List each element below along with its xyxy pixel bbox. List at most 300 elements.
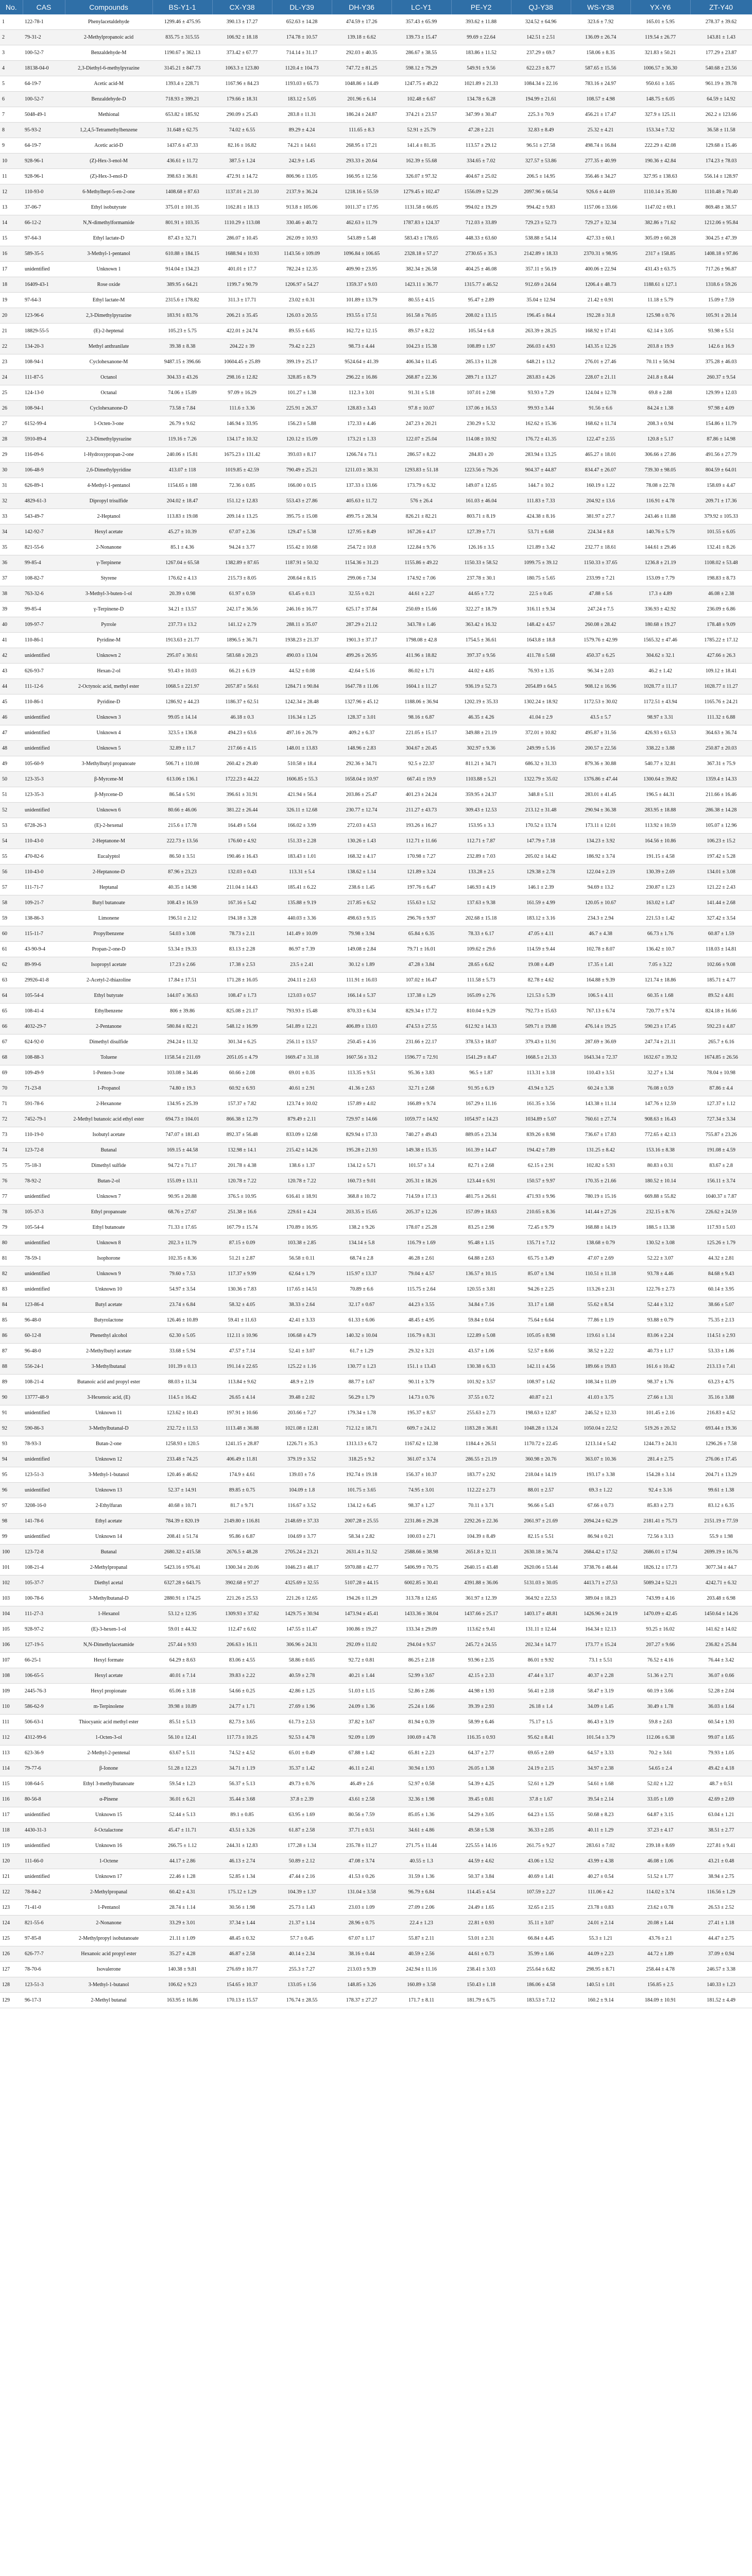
table-cell: 232.89 ± 7.03 — [451, 849, 511, 865]
table-cell: Pyrrole — [65, 617, 152, 633]
table-cell: Unknown 6 — [65, 803, 152, 818]
table-cell: Isophorone — [65, 1251, 152, 1266]
table-cell: γ-Terpinene-D — [65, 602, 152, 617]
table-cell: 58.47 ± 3.19 — [571, 1684, 630, 1699]
table-cell: 499.75 ± 28.34 — [332, 509, 391, 524]
table-cell: 81 — [0, 1251, 23, 1266]
table-cell: 784.39 ± 820.19 — [152, 1514, 212, 1529]
table-cell: 233.99 ± 7.21 — [571, 571, 630, 586]
table-cell: 1423.11 ± 36.77 — [391, 277, 451, 293]
table-cell: 201.78 ± 4.38 — [212, 1158, 272, 1174]
table-cell: 117.93 ± 5.03 — [690, 1220, 752, 1235]
table-cell: 60-12-8 — [23, 1328, 65, 1344]
table-cell: 994.02 ± 19.29 — [451, 200, 511, 215]
table-cell: 8 — [0, 123, 23, 138]
table-cell: 693.44 ± 19.36 — [690, 1421, 752, 1436]
table-cell: 173.77 ± 15.24 — [571, 1637, 630, 1653]
table-cell: 326.11 ± 12.68 — [272, 803, 332, 818]
table-cell: 330.46 ± 40.72 — [272, 215, 332, 231]
table-cell: 824.18 ± 16.66 — [690, 1004, 752, 1019]
table-row — [0, 710, 752, 725]
table-cell: 240.06 ± 15.81 — [152, 447, 212, 463]
table-cell: 368.8 ± 10.72 — [332, 1189, 391, 1205]
table-cell: 123-35-3 — [23, 772, 65, 787]
table-cell: 155.63 ± 1.52 — [391, 895, 451, 911]
table-cell: 93.98 ± 5.51 — [690, 324, 752, 339]
table-cell: 5131.03 ± 30.05 — [511, 1575, 571, 1591]
table-cell: 193.17 ± 3.38 — [571, 1467, 630, 1483]
table-cell: 30 — [0, 463, 23, 478]
table-cell: 543-49-7 — [23, 509, 65, 524]
table-cell: 3-Methylbutanal — [65, 1359, 152, 1375]
table-cell: 2-Methylpropanal — [65, 1560, 152, 1575]
table-cell: 174.78 ± 10.57 — [272, 30, 332, 45]
table-cell: 180.68 ± 19.27 — [630, 617, 690, 633]
table-cell: 99.93 ± 3.44 — [511, 401, 571, 416]
table-cell: 509.71 ± 19.88 — [511, 1019, 571, 1035]
table-cell: 44 — [0, 679, 23, 694]
table-cell: 47.08 ± 3.74 — [332, 1854, 391, 1869]
table-cell: 476.14 ± 19.25 — [571, 1019, 630, 1035]
table-cell: 94.24 ± 3.77 — [212, 540, 272, 555]
table-cell: 169.15 ± 44.58 — [152, 1143, 212, 1158]
table-cell: 7 — [0, 107, 23, 123]
table-cell: 64.59 ± 14.92 — [690, 92, 752, 107]
table-cell: 60.19 ± 3.66 — [630, 1684, 690, 1699]
table-cell: 84.24 ± 1.38 — [630, 401, 690, 416]
table-cell: 121.22 ± 2.43 — [690, 880, 752, 895]
table-cell: 23.74 ± 6.84 — [152, 1297, 212, 1313]
table-cell: 133.28 ± 2.5 — [451, 865, 511, 880]
table-cell: 790.49 ± 25.21 — [272, 463, 332, 478]
table-cell: 1-Pentanol — [65, 1900, 152, 1916]
table-cell: 17.84 ± 17.51 — [152, 973, 212, 988]
table-cell: 398.63 ± 36.81 — [152, 169, 212, 184]
table-cell: 153.16 ± 8.38 — [630, 1143, 690, 1158]
table-cell: 63.95 ± 1.69 — [272, 1807, 332, 1823]
table-cell: 36.01 ± 6.21 — [152, 1792, 212, 1807]
table-cell: 224.34 ± 8.8 — [571, 524, 630, 540]
table-cell: 63.45 ± 0.13 — [272, 586, 332, 602]
column-header: QJ-Y38 — [511, 0, 571, 14]
table-cell: 194.42 ± 7.89 — [511, 1143, 571, 1158]
table-cell: 110-86-1 — [23, 633, 65, 648]
table-cell: 188.5 ± 13.38 — [630, 1220, 690, 1235]
table-cell: Thiocyanic acid methyl ester — [65, 1715, 152, 1730]
table-cell: Octanal — [65, 385, 152, 401]
table-cell: 51.36 ± 2.71 — [630, 1668, 690, 1684]
table-cell: 165.09 ± 2.76 — [451, 988, 511, 1004]
table-cell: 44.59 ± 4.62 — [451, 1854, 511, 1869]
table-cell: 5089.24 ± 52.21 — [630, 1575, 690, 1591]
table-cell: 34.61 ± 4.86 — [391, 1823, 451, 1838]
table-cell: 780.19 ± 15.16 — [571, 1189, 630, 1205]
table-cell: 5107.28 ± 44.15 — [332, 1575, 391, 1591]
table-cell: 156.23 ± 5.88 — [272, 416, 332, 432]
table-cell: 96.5 ± 1.87 — [451, 1065, 511, 1081]
table-cell: 3-Methyl-1-butanol — [65, 1467, 152, 1483]
table-cell: 141.44 ± 2.68 — [690, 895, 752, 911]
table-cell: 37.71 ± 0.51 — [332, 1823, 391, 1838]
table-cell: 52.86 ± 2.86 — [391, 1684, 451, 1699]
table-cell: 45.27 ± 10.39 — [152, 524, 212, 540]
table-row — [0, 1359, 752, 1375]
table-cell: 103.38 ± 2.85 — [272, 1235, 332, 1251]
table-cell: 390.13 ± 17.27 — [212, 14, 272, 30]
table-cell: 347.99 ± 30.47 — [451, 107, 511, 123]
table-cell: 60.54 ± 1.93 — [690, 1715, 752, 1730]
table-cell: 97-64-3 — [23, 293, 65, 308]
table-cell: 718.93 ± 399.21 — [152, 92, 212, 107]
table-cell: 89.52 ± 4.81 — [690, 988, 752, 1004]
table-cell: 32 — [0, 494, 23, 509]
table-cell: 236.09 ± 6.86 — [690, 602, 752, 617]
table-cell: 112 — [0, 1730, 23, 1745]
table-cell: 714.59 ± 17.13 — [391, 1189, 451, 1205]
table-cell: 481.75 ± 26.61 — [451, 1189, 511, 1205]
table-cell: 13777-48-9 — [23, 1390, 65, 1405]
table-cell: 92.4 ± 3.16 — [630, 1483, 690, 1498]
table-row — [0, 1081, 752, 1096]
table-cell: 242.94 ± 11.16 — [391, 1962, 451, 1977]
table-cell: unidentified — [23, 741, 65, 756]
table-cell: 92.5 ± 22.37 — [391, 756, 451, 772]
table-cell: 747.72 ± 81.25 — [332, 61, 391, 76]
table-cell: 88.03 ± 11.34 — [152, 1375, 212, 1390]
table-cell: 73.58 ± 7.84 — [152, 401, 212, 416]
table-cell: 406.89 ± 13.03 — [332, 1019, 391, 1035]
table-cell: 266.75 ± 1.12 — [152, 1838, 212, 1854]
table-row — [0, 1050, 752, 1065]
table-cell: 104.39 ± 1.37 — [272, 1885, 332, 1900]
table-cell: 109.12 ± 18.41 — [690, 664, 752, 679]
table-row — [0, 1962, 752, 1977]
table-cell: (E)-2-heptenal — [65, 324, 152, 339]
table-cell: Dimethyl sulfide — [65, 1158, 152, 1174]
table-cell: 1258.93 ± 120.5 — [152, 1436, 212, 1452]
column-header: BS-Y1-1 — [152, 0, 212, 14]
table-cell: 34.97 ± 2.38 — [571, 1761, 630, 1776]
table-cell: 117.37 ± 9.99 — [212, 1266, 272, 1282]
table-cell: 50 — [0, 772, 23, 787]
table-cell: 183.86 ± 11.52 — [451, 45, 511, 61]
table-cell: 95-93-2 — [23, 123, 65, 138]
table-cell: 498.63 ± 9.15 — [332, 911, 391, 926]
table-cell: 821-55-6 — [23, 1916, 65, 1931]
table-cell: 286.67 ± 38.55 — [391, 45, 451, 61]
table-cell: 556-24-1 — [23, 1359, 65, 1375]
table-cell: 543.89 ± 5.48 — [332, 231, 391, 246]
table-cell: 26.65 ± 4.14 — [212, 1390, 272, 1405]
table-cell: 99-85-4 — [23, 602, 65, 617]
table-cell: 285.13 ± 11.28 — [451, 354, 511, 370]
table-cell: 1120.4 ± 104.73 — [272, 61, 332, 76]
table-cell: 839.26 ± 8.98 — [511, 1127, 571, 1143]
table-cell: 112.47 ± 6.02 — [212, 1622, 272, 1637]
table-cell: 186.06 ± 4.58 — [511, 1977, 571, 1993]
table-cell: 2-Heptanone-M — [65, 834, 152, 849]
table-cell: 375.28 ± 46.03 — [690, 354, 752, 370]
table-cell: 105.91 ± 20.14 — [690, 308, 752, 324]
table-cell: 44.52 ± 0.08 — [272, 664, 332, 679]
table-cell: 1021.08 ± 12.81 — [272, 1421, 332, 1436]
table-cell: 91.56 ± 6.6 — [571, 401, 630, 416]
table-cell: 161.58 ± 76.05 — [391, 308, 451, 324]
table-cell: 1658.04 ± 10.97 — [332, 772, 391, 787]
table-cell: 129 — [0, 1993, 23, 2008]
table-cell: 231.66 ± 22.17 — [391, 1035, 451, 1050]
table-cell: 42.64 ± 5.16 — [332, 664, 391, 679]
table-cell: 206.21 ± 35.45 — [212, 308, 272, 324]
table-cell: 193.55 ± 17.51 — [332, 308, 391, 324]
table-cell: 99.07 ± 1.65 — [690, 1730, 752, 1745]
table-cell: 138.6 ± 1.37 — [272, 1158, 332, 1174]
table-cell: 5048-49-1 — [23, 107, 65, 123]
table-cell: 717.26 ± 96.87 — [690, 262, 752, 277]
table-cell: 409.90 ± 23.95 — [332, 262, 391, 277]
table-cell: 22 — [0, 339, 23, 354]
table-cell: 519.26 ± 20.52 — [630, 1421, 690, 1436]
table-cell: 1187.91 ± 50.32 — [272, 555, 332, 571]
table-row — [0, 1776, 752, 1792]
table-cell: 83.25 ± 2.98 — [451, 1220, 511, 1235]
table-cell: 69.3 ± 1.22 — [571, 1483, 630, 1498]
table-cell: 108.97 ± 1.62 — [511, 1375, 571, 1390]
table-cell: 474.53 ± 27.55 — [391, 1019, 451, 1035]
table-cell: 35.16 ± 3.88 — [690, 1390, 752, 1405]
table-cell: 92.53 ± 4.78 — [272, 1730, 332, 1745]
table-cell: 215.73 ± 8.05 — [212, 571, 272, 586]
table-cell: Ethyl acetate — [65, 1514, 152, 1529]
table-cell: 191.14 ± 22.65 — [212, 1359, 272, 1375]
table-cell: 361.97 ± 12.39 — [451, 1591, 511, 1606]
table-cell: 105.54 ± 6.8 — [451, 324, 511, 339]
table-cell: 1170.72 ± 22.45 — [511, 1436, 571, 1452]
table-cell: 155.09 ± 13.11 — [152, 1174, 212, 1189]
table-cell: 140.38 ± 9.81 — [152, 1962, 212, 1977]
table-cell: 83 — [0, 1282, 23, 1297]
table-cell: 289.71 ± 13.27 — [451, 370, 511, 385]
table-cell: 205.31 ± 18.26 — [391, 1174, 451, 1189]
table-cell: 162.72 ± 12.15 — [332, 324, 391, 339]
table-cell: Unknown 10 — [65, 1282, 152, 1297]
table-row — [0, 1529, 752, 1545]
table-cell: 1244.73 ± 24.31 — [630, 1436, 690, 1452]
table-cell: 2445-76-3 — [23, 1684, 65, 1699]
table-cell: 128.37 ± 3.01 — [332, 710, 391, 725]
table-cell: 221.26 ± 12.65 — [272, 1591, 332, 1606]
table-cell: Unknown 14 — [65, 1529, 152, 1545]
table-cell: 1437.66 ± 25.17 — [451, 1606, 511, 1622]
table-cell: 2094.24 ± 62.29 — [571, 1514, 630, 1529]
table-cell: 65.01 ± 0.49 — [272, 1745, 332, 1761]
table-cell: 38.94 ± 2.75 — [690, 1869, 752, 1885]
table-cell: 176.62 ± 4.13 — [152, 571, 212, 586]
table-cell: 87.86 ± 4.4 — [690, 1081, 752, 1096]
table-cell: 102.35 ± 8.36 — [152, 1251, 212, 1266]
table-cell: 1403.17 ± 48.81 — [511, 1606, 571, 1622]
table-cell: 950.61 ± 3.65 — [630, 76, 690, 92]
table-cell: 198.63 ± 12.87 — [511, 1405, 571, 1421]
table-cell: 743.99 ± 4.16 — [630, 1591, 690, 1606]
table-cell: 29926-41-8 — [23, 973, 65, 988]
table-cell: Unknown 13 — [65, 1483, 152, 1498]
table-cell: 114.45 ± 4.54 — [451, 1885, 511, 1900]
table-cell: 65.06 ± 3.18 — [152, 1684, 212, 1699]
table-cell: 111.06 ± 4.2 — [571, 1885, 630, 1900]
table-cell: 249.99 ± 5.16 — [511, 741, 571, 756]
table-cell: 209.14 ± 13.25 — [212, 509, 272, 524]
table-row — [0, 308, 752, 324]
table-cell: 379.92 ± 105.33 — [690, 509, 752, 524]
table-cell: 1426.96 ± 24.19 — [571, 1606, 630, 1622]
table-cell: 128 — [0, 1977, 23, 1993]
table-cell: 14 — [0, 215, 23, 231]
table-cell: 108.57 ± 4.98 — [571, 92, 630, 107]
table-cell: 2,3-Diethyl-6-methylpyrazine — [65, 61, 152, 76]
table-cell: 1068.5 ± 221.97 — [152, 679, 212, 694]
table-cell: 241.8 ± 8.44 — [630, 370, 690, 385]
table-cell: 51.03 ± 1.15 — [332, 1684, 391, 1699]
table-cell: 190.46 ± 16.43 — [212, 849, 272, 865]
table-cell: 62.15 ± 2.91 — [511, 1158, 571, 1174]
table-cell: 309.43 ± 12.53 — [451, 803, 511, 818]
table-cell: 440.03 ± 3.36 — [272, 911, 332, 926]
table-cell: 356.46 ± 34.27 — [571, 169, 630, 184]
table-row — [0, 617, 752, 633]
table-cell: 405.63 ± 11.72 — [332, 494, 391, 509]
table-cell: 96.79 ± 6.84 — [391, 1885, 451, 1900]
table-cell: 78.73 ± 2.11 — [212, 926, 272, 942]
table-cell: 7.05 ± 3.22 — [630, 957, 690, 973]
table-cell: 57.7 ± 0.45 — [272, 1931, 332, 1946]
table-cell: 667.41 ± 19.9 — [391, 772, 451, 787]
table-cell: 168.88 ± 14.19 — [571, 1220, 630, 1235]
table-cell: 34.09 ± 1.45 — [571, 1699, 630, 1715]
table-cell: 32.27 ± 1.34 — [630, 1065, 690, 1081]
table-cell: 122.07 ± 25.04 — [391, 432, 451, 447]
table-cell: 305.09 ± 60.28 — [630, 231, 690, 246]
table-cell: (Z)-Hex-3-enol-M — [65, 154, 152, 169]
table-cell: 101.75 ± 3.65 — [332, 1483, 391, 1498]
table-cell: Methyl anthranilate — [65, 339, 152, 354]
table-cell: 138.2 ± 9.26 — [332, 1220, 391, 1235]
table-cell: 323.5 ± 136.8 — [152, 725, 212, 741]
table-cell: 56.37 ± 5.13 — [212, 1776, 272, 1792]
table-cell: 763-32-6 — [23, 586, 65, 602]
table-cell: 38.52 ± 2.22 — [571, 1344, 630, 1359]
table-cell: 740.27 ± 49.43 — [391, 1127, 451, 1143]
table-cell: 2-Methylpropyl isobutanoate — [65, 1931, 152, 1946]
table-cell: 53.12 ± 12.95 — [152, 1606, 212, 1622]
table-cell: 66.73 ± 1.76 — [630, 926, 690, 942]
column-header: PE-Y2 — [451, 0, 511, 14]
table-cell: 113.31 ± 5.4 — [272, 865, 332, 880]
table-cell: 52.22 ± 3.07 — [630, 1251, 690, 1266]
table-cell: 62 — [0, 957, 23, 973]
table-cell: 1286.92 ± 44.23 — [152, 694, 212, 710]
table-cell: 11.18 ± 5.79 — [630, 293, 690, 308]
table-cell: 180.75 ± 5.65 — [511, 571, 571, 586]
table-cell: 72.56 ± 3.13 — [630, 1529, 690, 1545]
table-cell: 45 — [0, 694, 23, 710]
table-cell: 85.51 ± 5.13 — [152, 1715, 212, 1730]
table-cell: 714.14 ± 31.17 — [272, 45, 332, 61]
table-cell: 1099.75 ± 39.12 — [511, 555, 571, 571]
table-cell: Unknown 16 — [65, 1838, 152, 1854]
table-cell: 1643.34 ± 72.37 — [571, 1050, 630, 1065]
table-cell: 304.62 ± 32.1 — [630, 648, 690, 664]
table-cell: 127-19-5 — [23, 1637, 65, 1653]
table-cell: 116.34 ± 1.25 — [272, 710, 332, 725]
table-cell: 1-Propanol — [65, 1081, 152, 1096]
table-cell: 1108.02 ± 53.48 — [690, 555, 752, 571]
table-cell: 1322.79 ± 35.02 — [511, 772, 571, 787]
table-row — [0, 787, 752, 803]
table-cell: 498.74 ± 16.84 — [571, 138, 630, 154]
table-cell: 43.94 ± 3.25 — [511, 1081, 571, 1096]
table-cell: 879.49 ± 2.11 — [272, 1112, 332, 1127]
table-cell: 54.66 ± 0.25 — [212, 1684, 272, 1699]
table-cell: 140.33 ± 1.23 — [690, 1977, 752, 1993]
table-cell: 694.73 ± 104.01 — [152, 1112, 212, 1127]
table-cell: 1450.64 ± 14.26 — [690, 1606, 752, 1622]
table-cell: 89.85 ± 0.75 — [212, 1483, 272, 1498]
table-cell: 46.35 ± 4.26 — [451, 710, 511, 725]
table-cell: 276.01 ± 27.46 — [571, 354, 630, 370]
table-row — [0, 14, 752, 30]
table-cell: 80.55 ± 4.15 — [391, 293, 451, 308]
table-cell: 1556.09 ± 52.29 — [451, 184, 511, 200]
table-cell: 113.35 ± 9.51 — [332, 1065, 391, 1081]
table-row — [0, 1653, 752, 1668]
table-cell: 94.26 ± 2.25 — [511, 1282, 571, 1297]
table-cell: 100.03 ± 2.71 — [391, 1529, 451, 1545]
table-cell: 40 — [0, 617, 23, 633]
table-row — [0, 1823, 752, 1838]
table-cell: 72.36 ± 0.85 — [212, 478, 272, 494]
table-cell: 120.78 ± 7.22 — [272, 1174, 332, 1189]
table-cell: 105 — [0, 1622, 23, 1637]
table-cell: 49.58 ± 5.38 — [451, 1823, 511, 1838]
table-cell: 131.11 ± 12.44 — [511, 1622, 571, 1637]
table-cell: Unknown 12 — [65, 1452, 152, 1467]
table-cell: 729.27 ± 32.34 — [571, 215, 630, 231]
table-cell: 427.66 ± 26.3 — [690, 648, 752, 664]
table-cell: 217.66 ± 4.15 — [212, 741, 272, 756]
table-cell: 32.71 ± 2.68 — [391, 1081, 451, 1096]
table-cell: 1-Penten-3-one — [65, 1065, 152, 1081]
table-cell: 1359.37 ± 9.03 — [332, 277, 391, 293]
table-cell: 180.52 ± 10.14 — [630, 1174, 690, 1189]
column-header: Compounds — [65, 0, 152, 14]
table-cell: 136.09 ± 26.74 — [571, 30, 630, 45]
table-cell: 65.81 ± 2.23 — [391, 1745, 451, 1761]
table-cell: 382.86 ± 71.62 — [630, 215, 690, 231]
table-cell: 74.80 ± 19.3 — [152, 1081, 212, 1096]
table-cell: 181.52 ± 4.49 — [690, 1993, 752, 2008]
table-cell: 3902.68 ± 97.27 — [212, 1575, 272, 1591]
table-row — [0, 354, 752, 370]
table-cell: 147.55 ± 11.47 — [272, 1622, 332, 1637]
table-cell: 94.69 ± 13.2 — [571, 880, 630, 895]
table-cell: 130.38 ± 6.33 — [451, 1359, 511, 1375]
table-cell: 166.95 ± 12.56 — [332, 169, 391, 184]
table-cell: 78-93-3 — [23, 1436, 65, 1452]
table-cell: 82 — [0, 1266, 23, 1282]
table-cell: 793.93 ± 15.48 — [272, 1004, 332, 1019]
table-cell: 46.08 ± 2.38 — [690, 586, 752, 602]
